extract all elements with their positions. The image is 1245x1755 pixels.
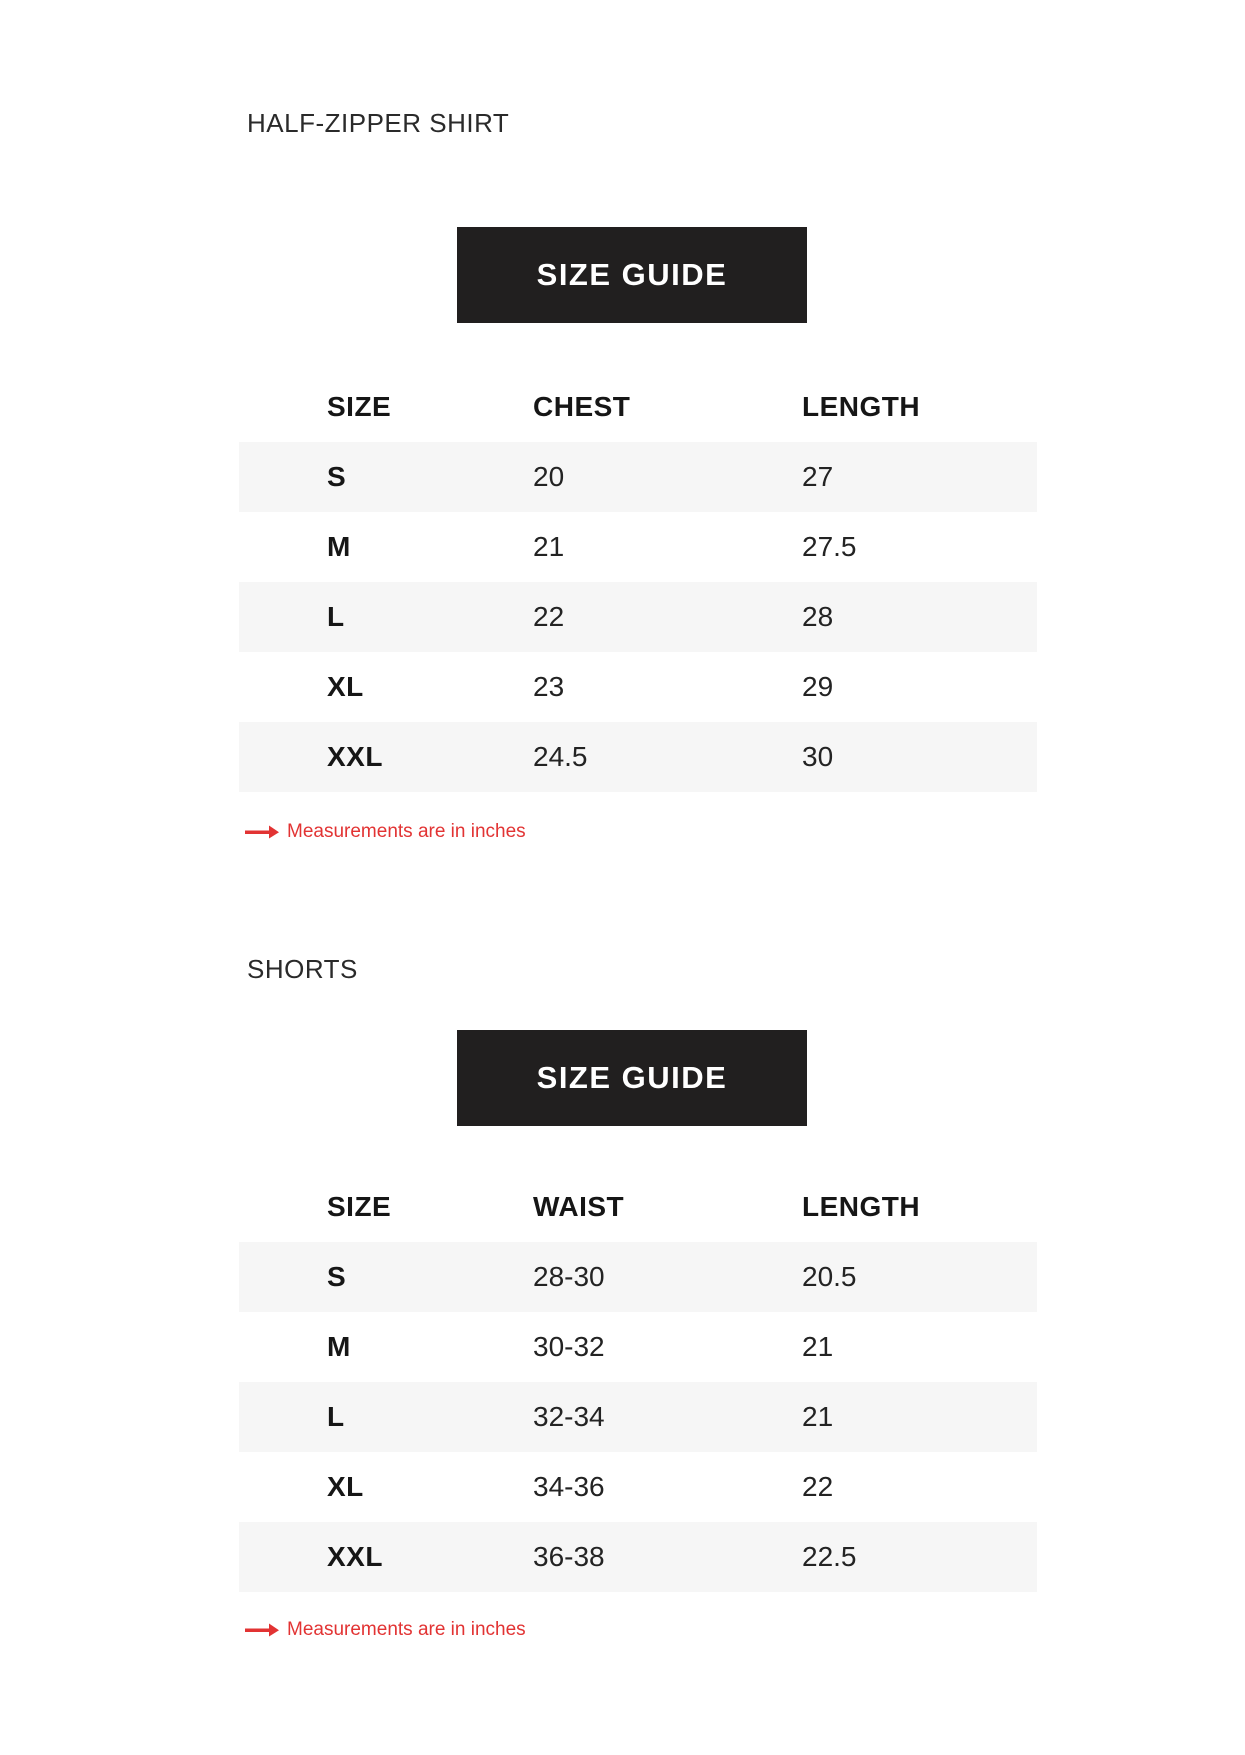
waist-cell: 36-38	[533, 1541, 605, 1572]
table-row	[239, 1522, 1037, 1592]
size-guide-banner[interactable]	[457, 1030, 807, 1126]
product-title: SHORTS	[247, 954, 358, 984]
length-cell: 20.5	[802, 1261, 857, 1292]
waist-cell: 32-34	[533, 1401, 605, 1432]
length-cell: 28	[802, 601, 834, 632]
chest-cell: 21	[533, 531, 565, 562]
table-row	[239, 1382, 1037, 1452]
column-header-length: LENGTH	[802, 390, 921, 422]
size-cell: XXL	[327, 741, 383, 772]
length-cell: 22.5	[802, 1541, 857, 1572]
size-table	[239, 371, 1037, 792]
measurement-note-text: Measurements are in inches	[287, 1619, 526, 1640]
table-row	[239, 582, 1037, 652]
measurement-note-text: Measurements are in inches	[287, 821, 526, 842]
size-cell: XL	[327, 1471, 364, 1502]
size-cell: S	[327, 1261, 347, 1292]
table-row	[239, 442, 1037, 512]
size-guide-banner-label: SIZE GUIDE	[536, 1060, 728, 1095]
chest-cell: 23	[533, 671, 565, 702]
column-header-size: SIZE	[327, 1190, 392, 1222]
table-row	[239, 512, 1037, 582]
table-row	[239, 1452, 1037, 1522]
size-cell: M	[327, 1331, 351, 1362]
column-header-waist: WAIST	[533, 1190, 625, 1222]
arrow-right-icon	[245, 825, 279, 839]
table-header-row	[239, 371, 1037, 442]
length-cell: 30	[802, 741, 834, 772]
size-cell: L	[327, 601, 345, 632]
size-cell: M	[327, 531, 351, 562]
size-cell: XXL	[327, 1541, 383, 1572]
measurement-note	[245, 1616, 526, 1644]
column-header-length: LENGTH	[802, 1190, 921, 1222]
chest-cell: 22	[533, 601, 565, 632]
size-guide-banner[interactable]	[457, 227, 807, 323]
product-title: HALF-ZIPPER SHIRT	[247, 108, 510, 138]
column-header-chest: CHEST	[533, 390, 631, 422]
size-cell: XL	[327, 671, 364, 702]
waist-cell: 28-30	[533, 1261, 605, 1292]
length-cell: 27	[802, 461, 834, 492]
length-cell: 21	[802, 1401, 834, 1432]
column-header-size: SIZE	[327, 390, 392, 422]
waist-cell: 30-32	[533, 1331, 605, 1362]
table-row	[239, 1242, 1037, 1312]
table-row	[239, 652, 1037, 722]
measurement-note	[245, 818, 526, 846]
table-header-row	[239, 1171, 1037, 1242]
size-table	[239, 1171, 1037, 1592]
waist-cell: 34-36	[533, 1471, 605, 1502]
length-cell: 22	[802, 1471, 834, 1502]
length-cell: 29	[802, 671, 834, 702]
size-cell: S	[327, 461, 347, 492]
size-cell: L	[327, 1401, 345, 1432]
length-cell: 27.5	[802, 531, 857, 562]
chest-cell: 20	[533, 461, 565, 492]
table-row	[239, 1312, 1037, 1382]
chest-cell: 24.5	[533, 741, 588, 772]
size-guide-banner-label: SIZE GUIDE	[536, 257, 728, 292]
table-row	[239, 722, 1037, 792]
length-cell: 21	[802, 1331, 834, 1362]
arrow-right-icon	[245, 1623, 279, 1637]
